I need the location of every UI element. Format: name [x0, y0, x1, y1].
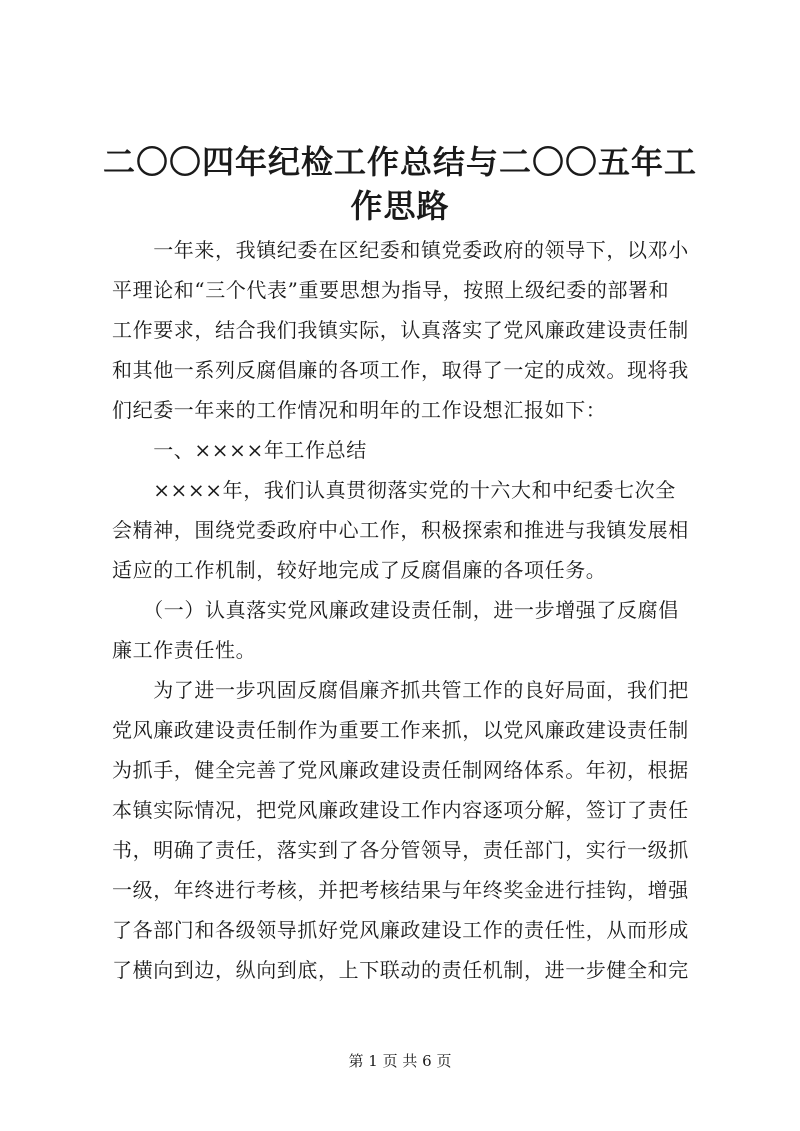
- body-line: 工作要求，结合我们我镇实际，认真落实了党风廉政建设责任制: [112, 318, 689, 342]
- body-line: 平理论和“三个代表”重要思想为指导，按照上级纪委的部署和: [112, 278, 670, 302]
- body-line: 为了进一步巩固反腐倡廉齐抓共管工作的良好局面，我们把: [112, 678, 689, 702]
- page-title: 二〇〇四年纪检工作总结与二〇〇五年工作思路: [102, 143, 697, 225]
- section-heading: 一、××××年工作总结: [112, 438, 367, 462]
- page-number: 第 1 页 共 6 页: [348, 1052, 452, 1070]
- body-line: 了各部门和各级领导抓好党风廉政建设工作的责任性，从而形成: [112, 918, 689, 942]
- body-line: 一年来，我镇纪委在区纪委和镇党委政府的领导下，以邓小: [112, 238, 689, 262]
- body-line: 们纪委一年来的工作情况和明年的工作设想汇报如下：: [112, 398, 607, 422]
- subsection-heading: （一）认真落实党风廉政建设责任制，进一步增强了反腐倡: [112, 598, 679, 622]
- body-line: 会精神，围绕党委政府中心工作，积极探索和推进与我镇发展相: [112, 518, 689, 542]
- body-line: ××××年，我们认真贯彻落实党的十六大和中纪委七次全: [112, 478, 676, 502]
- body-line: 党风廉政建设责任制作为重要工作来抓，以党风廉政建设责任制: [112, 718, 689, 742]
- body-line: 本镇实际情况，把党风廉政建设工作内容逐项分解，签订了责任: [112, 798, 689, 822]
- body-line: 适应的工作机制，较好地完成了反腐倡廉的各项任务。: [112, 558, 607, 582]
- body-line: 为抓手，健全完善了党风廉政建设责任制网络体系。年初，根据: [112, 758, 689, 782]
- body-line: 了横向到边，纵向到底，上下联动的责任机制，进一步健全和完: [112, 958, 689, 982]
- body-line: 书，明确了责任，落实到了各分管领导，责任部门，实行一级抓: [112, 838, 689, 862]
- body-line: 和其他一系列反腐倡廉的各项工作，取得了一定的成效。现将我: [112, 358, 689, 382]
- body-line: 一级，年终进行考核，并把考核结果与年终奖金进行挂钩，增强: [112, 878, 689, 902]
- subsection-heading: 廉工作责任性。: [112, 638, 257, 662]
